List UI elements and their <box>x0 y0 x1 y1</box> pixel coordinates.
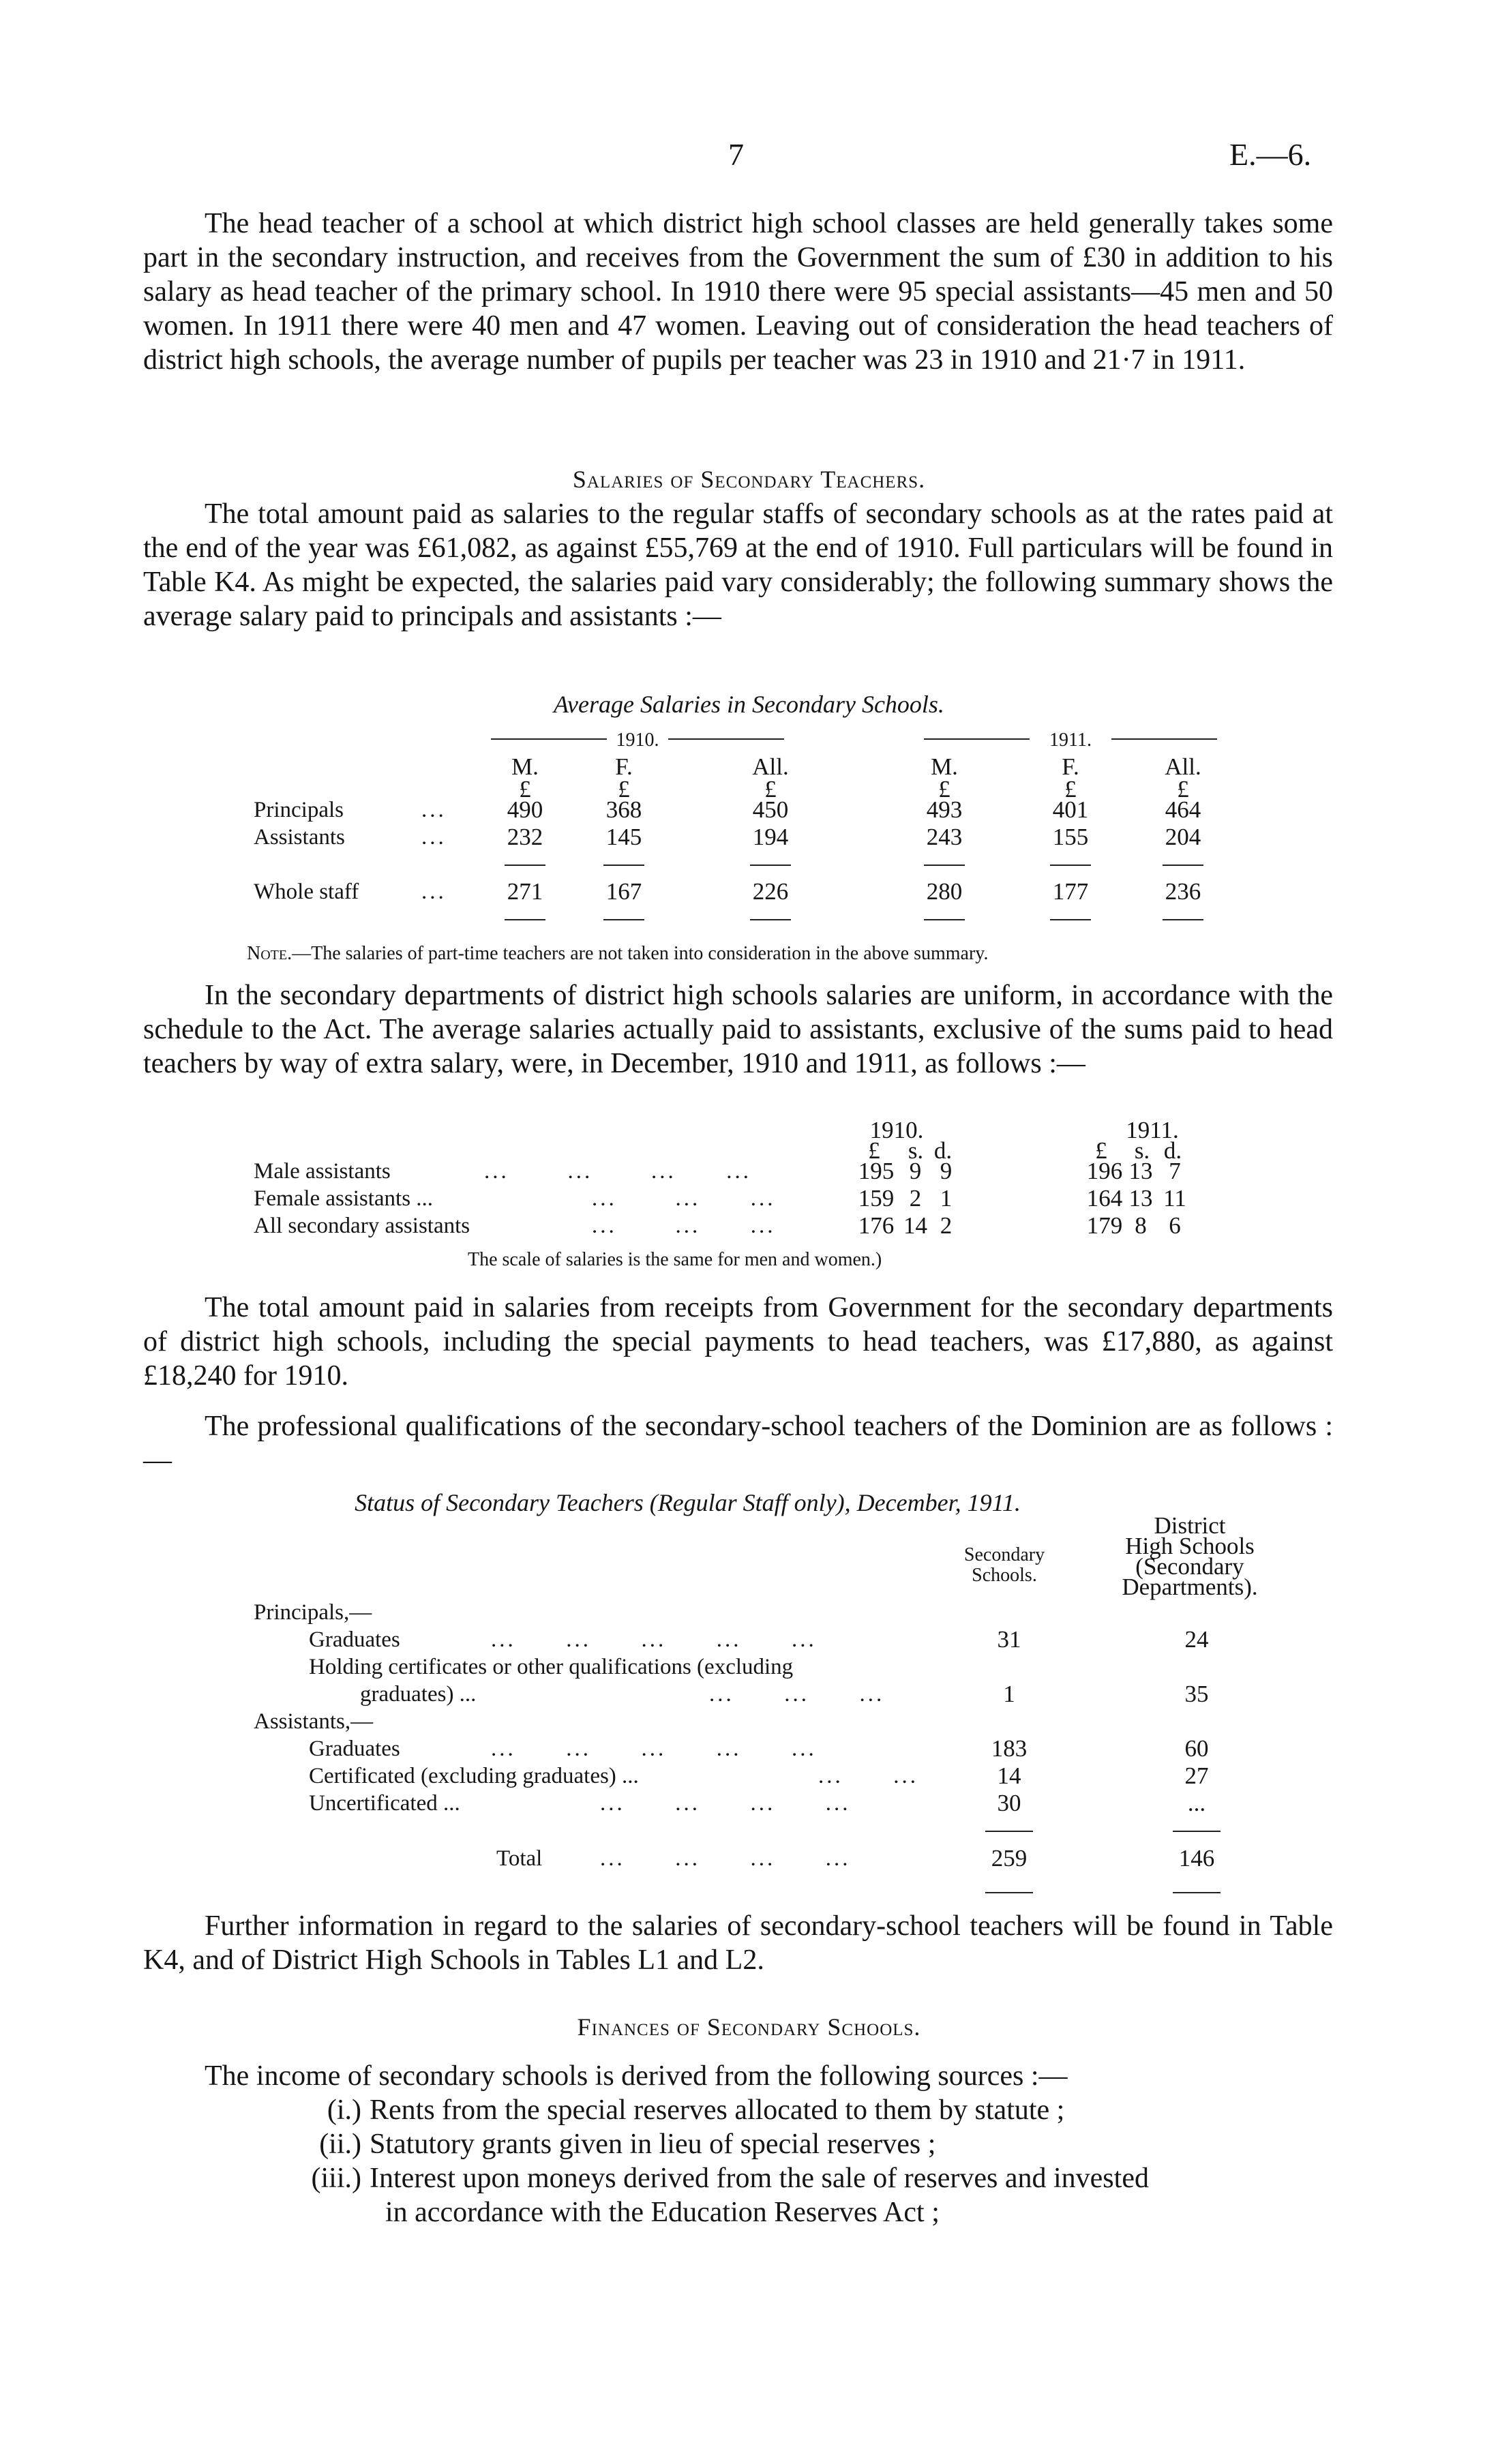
leader-dots: ... ... ... ... <box>600 1846 851 1871</box>
table-cell: 60 <box>1184 1735 1209 1762</box>
table-cell: 226 <box>752 878 789 905</box>
section-label-principals: Principals,— <box>254 1600 372 1625</box>
table-cell: 27 <box>1184 1762 1209 1789</box>
col-header-f-1911: F. <box>1062 753 1079 780</box>
list-item: Rents from the special reserves allocated to them by statute ; <box>370 2094 1065 2126</box>
table-cell: 236 <box>1165 878 1201 905</box>
rule <box>985 1892 1033 1893</box>
col-header-district-l2: High Schools <box>1125 1533 1255 1559</box>
table-cell: 159 <box>858 1185 895 1212</box>
table-cell: 1 <box>940 1185 953 1212</box>
list-item: Interest upon moneys derived from the sale of reserves and invested <box>370 2163 1149 2194</box>
row-label-holding-certificates-cont: graduates) ... <box>360 1682 477 1707</box>
table-cell: 195 <box>858 1158 895 1184</box>
unit-pound: £ <box>618 776 630 802</box>
rule <box>603 865 644 866</box>
table-cell: 271 <box>507 878 543 905</box>
col-header-m-1910: M. <box>511 753 539 780</box>
row-label-holding-certificates: Holding certificates or other qualifications (excluding <box>309 1655 794 1679</box>
col-header-district-l1: District <box>1154 1512 1226 1539</box>
row-label-graduates: Graduates <box>309 1627 400 1652</box>
rule <box>603 919 644 920</box>
list-item-number: (i.) <box>327 2094 361 2126</box>
rule <box>924 865 965 866</box>
heading-salaries: Salaries of Secondary Teachers. <box>572 466 926 493</box>
table-cell: 35 <box>1184 1681 1209 1707</box>
table-cell: 232 <box>507 824 543 850</box>
table-cell-total: 259 <box>991 1845 1028 1872</box>
rule <box>1050 919 1091 920</box>
year-1910: 1910. <box>869 1117 924 1143</box>
leader-dots: ... ... <box>818 1764 918 1788</box>
table-cell: 24 <box>1184 1626 1209 1653</box>
col-header-all-1911: All. <box>1165 753 1201 780</box>
table-cell: 2 <box>940 1212 953 1239</box>
leader-dots: ... ... ... <box>592 1186 776 1211</box>
unit-pounds: £ <box>1095 1137 1107 1164</box>
row-label-male-assistants: Male assistants <box>254 1159 391 1184</box>
table-cell: ... <box>1187 1790 1206 1816</box>
page-number: 7 <box>728 137 744 172</box>
col-header-secondary-schools: Secondary Schools. <box>963 1544 1045 1586</box>
col-header-f-1910: F. <box>615 753 633 780</box>
table-cell: 1 <box>1003 1681 1015 1707</box>
table-cell: 2 <box>909 1185 922 1212</box>
table-cell: 14 <box>903 1212 927 1239</box>
leader-dots: ... ... ... <box>592 1214 776 1238</box>
table-cell: 7 <box>1169 1158 1181 1184</box>
unit-shillings: s. <box>1134 1137 1150 1164</box>
table-cell: 183 <box>991 1735 1028 1762</box>
table-cell: 155 <box>1052 824 1089 850</box>
row-label-all-secondary-assistants: All secondary assistants <box>254 1214 470 1238</box>
table-cell: 368 <box>605 796 642 823</box>
table-cell: 204 <box>1165 824 1201 850</box>
rule <box>750 919 791 920</box>
paragraph-income-sources: The income of secondary schools is derived from the following sources :— <box>205 2060 1068 2092</box>
rule <box>750 865 791 866</box>
row-label-female-assistants: Female assistants ... <box>254 1186 434 1211</box>
rule <box>1173 1892 1220 1893</box>
paragraph-further-information: Further information in regard to the salaries of secondary-school teachers will be found in Table K4, and of District High Schools in Tables L1 and L2. <box>143 1910 1333 1976</box>
table-cell: 13 <box>1128 1185 1153 1212</box>
col-header-district-l4: Departments). <box>1122 1574 1258 1600</box>
table-cell: 145 <box>605 824 642 850</box>
row-label-assistants: Assistants <box>254 825 345 850</box>
table-cell: 490 <box>507 796 543 823</box>
document-reference: E.—6. <box>1229 137 1312 172</box>
paragraph-district-high-schools: In the secondary departments of district high schools salaries are uniform, in accordance with the schedule to the Act. The average salaries actually paid to assistants, exclusive of the sums paid to head teachers by way of extra salary, were, in December, 1910 and 1911, as follows :— <box>143 980 1333 1079</box>
table-cell: 11 <box>1163 1185 1186 1212</box>
table-average-salaries-caption: Average Salaries in Secondary Schools. <box>554 691 944 718</box>
table-cell: 176 <box>858 1212 895 1239</box>
paragraph-head-teacher: The head teacher of a school at which district high school classes are held generally takes some part in the secondary instruction, and receives from the Government the sum of £30 in addition to his salary as head teacher of the primary school. In 1910 there were 95 special assistants—45 men and 50 women. In 1911 there were 40 men and 47 women. Leaving out of consideration the head teachers of district high schools, the average number of pupils per teacher was 23 in 1910 and 21·7 in 1911. <box>143 208 1333 376</box>
paragraph-total-government: The total amount paid in salaries from receipts from Government for the secondary departments of district high schools, including the special payments to head teachers, was £17,880, as against £18,240 for 1910. <box>143 1292 1333 1392</box>
unit-pound: £ <box>519 776 531 802</box>
leader-dots: ... ... ... <box>709 1682 885 1707</box>
rule <box>505 919 545 920</box>
col-header-m-1911: M. <box>931 753 958 780</box>
table-cell: 6 <box>1169 1212 1181 1239</box>
rule <box>924 919 965 920</box>
col-header-district-l3: (Secondary <box>1135 1553 1244 1580</box>
table-cell: 194 <box>752 824 789 850</box>
table-cell-total: 146 <box>1178 1845 1215 1872</box>
leader-dots: ... ... ... ... ... <box>491 1737 817 1761</box>
table-cell: 493 <box>926 796 963 823</box>
paragraph-professional-qualifications: The professional qualifications of the secondary-school teachers of the Dominion are as follows :— <box>143 1411 1333 1476</box>
rule <box>505 865 545 866</box>
list-item-number: (iii.) <box>311 2163 361 2194</box>
table-note: The scale of salaries is the same for men and women.) <box>468 1249 882 1270</box>
year-1911: 1911. <box>1126 1117 1179 1143</box>
col-header-all-1910: All. <box>752 753 789 780</box>
table-cell: 179 <box>1086 1212 1123 1239</box>
rule <box>1163 919 1203 920</box>
row-label-principals: Principals <box>254 798 344 822</box>
group-header-1911: 1911. <box>924 730 1217 751</box>
unit-pence: d. <box>933 1137 953 1164</box>
table-cell: 196 <box>1086 1158 1123 1184</box>
table-cell: 164 <box>1086 1185 1123 1212</box>
table-cell: 31 <box>997 1626 1021 1653</box>
row-label-graduates: Graduates <box>309 1737 400 1761</box>
unit-pound: £ <box>1177 776 1189 802</box>
leader-dots: ... ... ... ... <box>484 1159 751 1184</box>
leader-dots: ... <box>421 880 447 904</box>
leader-dots: ... <box>421 825 447 850</box>
leader-dots: ... ... ... ... ... <box>491 1627 817 1652</box>
table-cell: 401 <box>1052 796 1089 823</box>
unit-shillings: s. <box>908 1137 924 1164</box>
unit-pounds: £ <box>868 1137 880 1164</box>
table-cell: 450 <box>752 796 789 823</box>
table-cell: 177 <box>1052 878 1089 905</box>
row-label-whole-staff: Whole staff <box>254 880 359 904</box>
table-note: Note.—The salaries of part-time teachers are not taken into consideration in the above summary. <box>247 943 989 964</box>
rule <box>1163 865 1203 866</box>
table-cell: 9 <box>940 1158 953 1184</box>
table-cell: 167 <box>605 878 642 905</box>
row-label-uncertificated: Uncertificated ... <box>309 1791 460 1816</box>
section-label-assistants: Assistants,— <box>254 1709 374 1734</box>
unit-pound: £ <box>1064 776 1077 802</box>
unit-pound: £ <box>938 776 950 802</box>
rule <box>1173 1831 1220 1832</box>
table-cell: 8 <box>1135 1212 1147 1239</box>
table-cell: 243 <box>926 824 963 850</box>
unit-pound: £ <box>764 776 777 802</box>
list-item: Statutory grants given in lieu of special reserves ; <box>370 2129 936 2160</box>
table-cell: 464 <box>1165 796 1201 823</box>
table-status-caption: Status of Secondary Teachers (Regular Staff only), December, 1911. <box>355 1489 1021 1516</box>
table-cell: 280 <box>926 878 963 905</box>
row-label-certificated: Certificated (excluding graduates) ... <box>309 1764 639 1788</box>
unit-pence: d. <box>1163 1137 1182 1164</box>
rule <box>985 1831 1033 1832</box>
rule <box>1050 865 1091 866</box>
list-item-number: (ii.) <box>319 2129 361 2160</box>
group-header-1910: 1910. <box>491 730 784 751</box>
list-item-continuation: in accordance with the Education Reserves Act ; <box>385 2197 940 2228</box>
leader-dots: ... <box>421 798 447 822</box>
table-cell: 14 <box>997 1762 1021 1789</box>
leader-dots: ... ... ... ... <box>600 1791 851 1816</box>
row-label-total: Total <box>496 1846 543 1871</box>
heading-finances: Finances of Secondary Schools. <box>577 2013 921 2041</box>
table-cell: 9 <box>909 1158 922 1184</box>
table-cell: 13 <box>1128 1158 1153 1184</box>
paragraph-salaries-total: The total amount paid as salaries to the regular staffs of secondary schools as at the rates paid at the end of the year was £61,082, as against £55,769 at the end of 1910. Full particulars will be found in Table K4. As might be expected, the salaries paid vary considerably; the following summary shows the average salary paid to principals and assistants :— <box>143 498 1333 632</box>
table-cell: 30 <box>997 1790 1021 1816</box>
